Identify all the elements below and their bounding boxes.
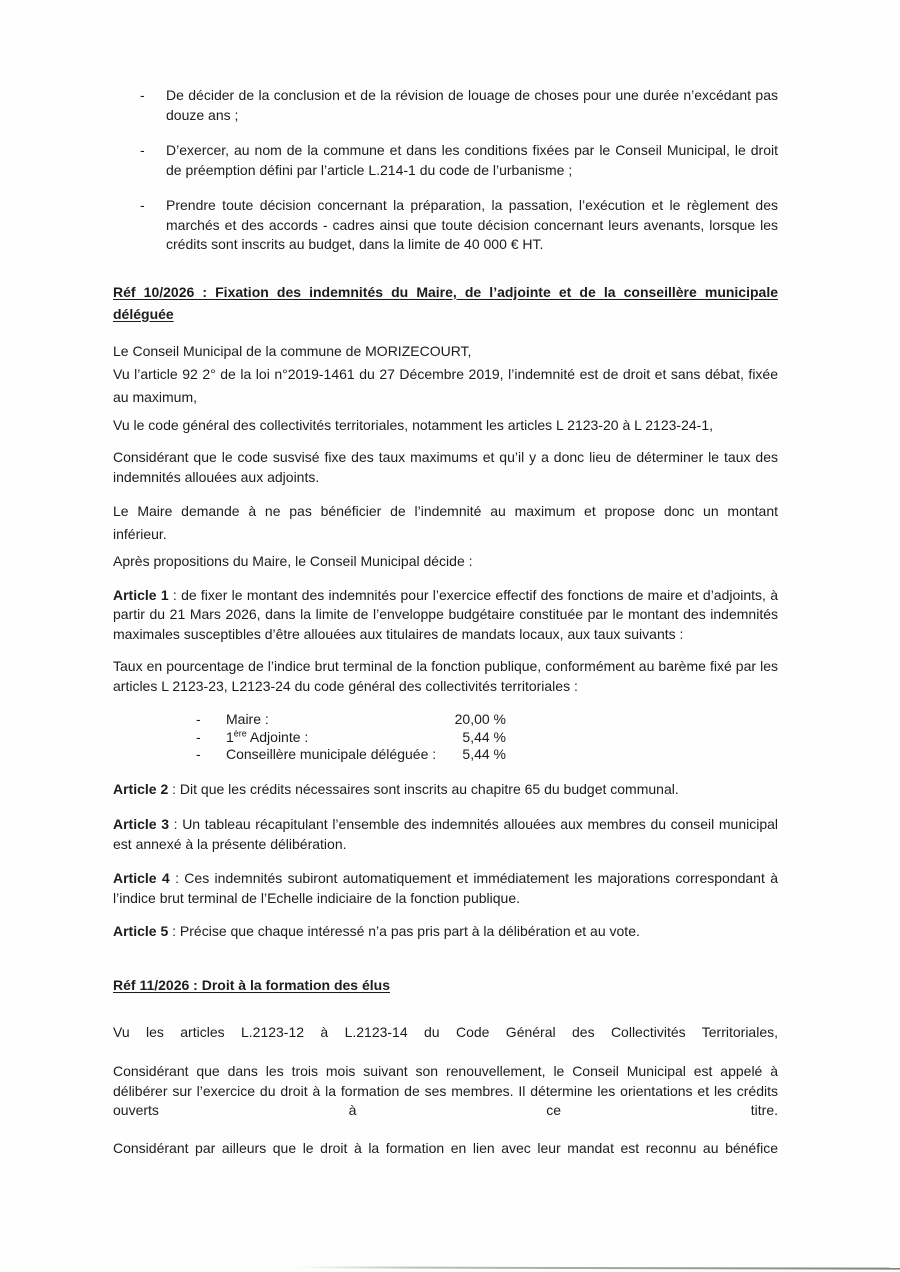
- rate-value: 20,00 %: [454, 711, 506, 727]
- rate-label: [226, 729, 451, 747]
- bullet-item: [113, 86, 778, 125]
- bullet-item: [113, 141, 778, 180]
- paragraph-vu-code: Vu le code général des collectivités territoriales, notamment les articles L 2123-20 à L 2123-24-1,: [113, 416, 713, 433]
- article-5-text: : Précise que chaque intéressé n’a pas pris part à la délibération et au vote.: [168, 923, 640, 939]
- rate-dash: -: [196, 728, 201, 745]
- article-2-text: : Dit que les crédits nécessaires sont inscrits au chapitre 65 du budget communal.: [168, 780, 679, 797]
- article-2-paragraph: [113, 780, 778, 800]
- article-3-text: : Un tableau récapitulant l’ensemble des indemnités allouées aux membres du conseil municipal est annexé à la présente délibération.: [113, 816, 779, 852]
- rate-row-maire: [113, 711, 778, 729]
- rate-row-conseillere: [113, 746, 778, 764]
- scan-edge-artifact: [295, 1266, 900, 1269]
- rate-label-text-cont: Adjointe :: [246, 728, 309, 745]
- paragraph-line: Le Maire demande à ne pas bénéficier de l’indemnité au maximum et propose donc un montant: [113, 503, 778, 519]
- article-4-text: : Ces indemnités subiront automatiquement et immédiatement les majorations correspondant à l’indice brut terminal de l’Echelle indiciaire de la fonction publique.: [113, 870, 778, 906]
- section-heading-ref-10-2026: Réf 10/2026 : Fixation des indemnités du Maire, de l’adjointe et de la conseillère municipale déléguée: [113, 283, 778, 322]
- bullet-dash: -: [140, 87, 145, 103]
- paragraph-considerant-formation: Considérant que dans les trois mois suivant son renouvellement, le Conseil Municipal est appelé à délibérer sur l’exercice du droit à la formation de ses membres. Il détermine les orientations et les crédits ouverts à ce titre.: [113, 1063, 778, 1118]
- article-2-label: Article 2: [113, 780, 169, 797]
- bullet-dash: -: [140, 142, 145, 158]
- delegation-bullet-list: [113, 86, 778, 255]
- paragraph-line: inférieur.: [113, 526, 167, 542]
- bullet-item: [113, 196, 778, 255]
- paragraph-taux-pourcentage: Taux en pourcentage de l’indice brut terminal de la fonction publique, conformément au barème fixé par les articles L 2123-23, L2123-24 du code général des collectivités territoriales :: [113, 658, 778, 694]
- bullet-text: De décider de la conclusion et de la révision de louage de choses pour une durée n’excédant pas douze ans ;: [166, 87, 778, 123]
- bullet-text: D’exercer, au nom de la commune et dans les conditions fixées par le Conseil Municipal, le droit de préemption défini par l’article L.214-1 du code de l’urbanisme ;: [166, 142, 778, 178]
- section-heading-ref-11-2026: Réf 11/2026 : Droit à la formation des élus: [113, 976, 390, 993]
- paragraph-vu-articles-formation: Vu les articles L.2123-12 à L.2123-14 du Code Général des Collectivités Territoriales,: [113, 1023, 778, 1040]
- rate-dash: -: [196, 746, 201, 762]
- rate-value: 5,44 %: [462, 746, 506, 762]
- rate-label: [226, 711, 451, 729]
- article-4-label: Article 4: [113, 870, 170, 886]
- paragraph-line-commune: Le Conseil Municipal de la commune de MORIZECOURT,: [113, 342, 472, 359]
- rate-dash: -: [196, 711, 201, 727]
- article-1-text: : de fixer le montant des indemnités pour l’exercice effectif des fonctions de maire et d’adjoints, à partir du 21 Mars 2026, dans la limite de l’enveloppe budgétaire constituée par le montant des indemnités maximales susceptibles d’être allouées aux titulaires de mandats locaux, aux taux suivants :: [113, 586, 779, 642]
- rate-label-text: Conseillère municipale déléguée :: [226, 746, 437, 762]
- rate-label-text: Maire :: [226, 711, 269, 727]
- article-1-label: Article 1: [113, 586, 169, 603]
- article-1-paragraph: [113, 586, 778, 645]
- article-5-label: Article 5: [113, 923, 169, 939]
- indemnity-rates-list: [113, 711, 778, 764]
- rate-value: 5,44 %: [462, 728, 506, 745]
- rate-row-adjointe: [113, 729, 778, 747]
- paragraph-considerant-droit-formation: Considérant par ailleurs que le droit à la formation en lien avec leur mandat est reconnu au bénéfice: [113, 1139, 778, 1156]
- bullet-dash: -: [140, 197, 145, 213]
- paragraph-conseil-municipal: [113, 340, 778, 409]
- article-4-paragraph: [113, 869, 778, 908]
- paragraph-considerant-taux: Considérant que le code susvisé fixe des taux maximums et qu’il y a donc lieu de déterminer le taux des indemnités allouées aux adjoints.: [113, 449, 778, 485]
- paragraph-maire-indemnite: [113, 500, 778, 546]
- paragraph-apres-propositions: Après propositions du Maire, le Conseil Municipal décide :: [113, 553, 473, 569]
- rate-label-superscript: ère: [233, 727, 247, 738]
- paragraph-vu-loi: Vu l’article 92 2° de la loi n°2019-1461 du 27 Décembre 2019, l’indemnité est de droit et sans débat, fixée au maximum,: [113, 365, 778, 405]
- article-5-paragraph: [113, 922, 778, 942]
- bullet-text: Prendre toute décision concernant la préparation, la passation, l’exécution et le règlement des marchés et des accords - cadres ainsi que toute décision concernant leurs avenants, lorsque les crédits sont inscrits au budget, dans la limite de 40 000 € HT.: [166, 197, 778, 252]
- article-3-label: Article 3: [113, 816, 170, 832]
- rate-label: [226, 746, 451, 764]
- rate-label-text: 1: [226, 728, 234, 745]
- article-3-paragraph: [113, 815, 778, 854]
